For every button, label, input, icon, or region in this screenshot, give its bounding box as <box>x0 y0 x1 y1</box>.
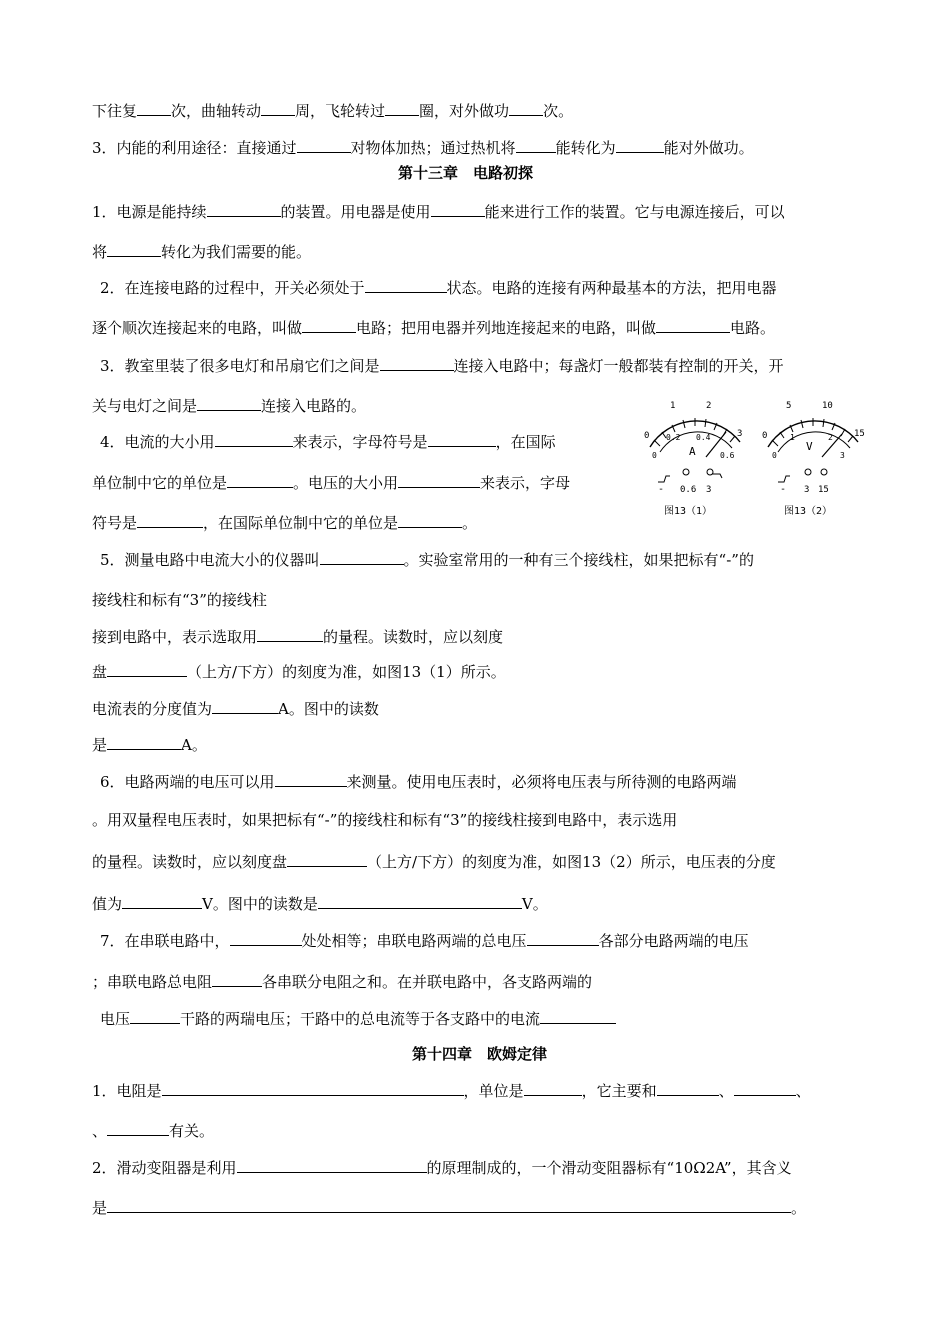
text: 关与电灯之间是 <box>92 397 198 415</box>
text: 能来进行工作的装置。它与电源连接后，可以 <box>484 203 785 221</box>
text: ；串联电路总电阻 <box>92 973 213 991</box>
ammeter-terminal: 3 <box>706 485 712 495</box>
text: 2．在连接电路的过程中，开关必须处于 <box>100 279 365 297</box>
text: 单位制中它的单位是 <box>92 474 228 492</box>
text: ，它主要和 <box>581 1082 657 1100</box>
text: 电路。 <box>730 319 776 337</box>
line-14 <box>92 626 503 647</box>
text: A。图中的读数 <box>278 700 379 718</box>
text: 、 <box>718 1082 734 1100</box>
text: 各部分电路两端的电压 <box>598 932 749 950</box>
voltmeter-terminal: - <box>780 484 787 495</box>
text: （上方/下方）的刻度为准，如图13（2）所示，电压表的分度 <box>367 853 776 871</box>
text: 的量程。读数时，应以刻度 <box>323 628 504 646</box>
blank[interactable] <box>107 734 181 750</box>
line-23 <box>92 971 592 992</box>
line-6 <box>92 317 775 338</box>
line-1 <box>92 100 573 121</box>
text: 的量程。读数时，应以刻度盘 <box>92 853 288 871</box>
text: 干路的两瑞电压；干路中的总电流等于各支路中的电流 <box>180 1010 541 1028</box>
ammeter-caption: 图13（1） <box>664 506 713 517</box>
line-26 <box>92 1120 214 1141</box>
ammeter-upper-tick: 3 <box>737 429 743 439</box>
blank[interactable] <box>380 355 454 371</box>
text: 符号是 <box>92 514 138 532</box>
ammeter-upper-tick: 0 <box>644 431 650 441</box>
text: 连接入电路中；每盏灯一般都装有控制的开关，开 <box>453 357 784 375</box>
line-2 <box>92 137 754 158</box>
blank[interactable] <box>385 100 419 116</box>
text: 、 <box>795 1082 811 1100</box>
text: 状态。电路的连接有两种最基本的方法，把用电器 <box>446 279 777 297</box>
line-11 <box>92 512 477 533</box>
blank[interactable] <box>428 431 496 447</box>
blank[interactable] <box>734 1080 796 1096</box>
text: 连接入电路的。 <box>261 397 367 415</box>
chapter-13-title: 第十三章 电路初探 <box>398 164 534 182</box>
text: 周，飞轮转过 <box>295 102 386 120</box>
text: 能转化为 <box>555 139 616 157</box>
text: 来表示，字母 <box>480 474 571 492</box>
text: 5．测量电路中电流大小的仪器叫 <box>100 551 320 569</box>
blank[interactable] <box>230 930 302 946</box>
voltmeter-lower-tick: 2 <box>828 433 833 442</box>
chapter-14-title: 第十四章 欧姆定律 <box>412 1045 548 1063</box>
text: 4．电流的大小用 <box>100 433 215 451</box>
text: 将 <box>92 243 108 261</box>
blank[interactable] <box>107 241 161 257</box>
blank[interactable] <box>215 431 293 447</box>
blank[interactable] <box>318 893 522 909</box>
text: 电流表的分度值为 <box>92 700 213 718</box>
text: 转化为我们需要的能。 <box>161 243 312 261</box>
voltmeter-upper-tick: 15 <box>854 429 865 439</box>
line-5 <box>100 277 777 298</box>
text: ，单位是 <box>463 1082 524 1100</box>
text: 能对外做功。 <box>663 139 754 157</box>
voltmeter-lower-tick: 1 <box>790 433 795 442</box>
ammeter-dial <box>644 401 742 517</box>
line-28 <box>92 1197 806 1218</box>
text: 次。 <box>543 102 574 120</box>
line-21 <box>92 893 548 914</box>
blank[interactable] <box>197 395 261 411</box>
blank[interactable] <box>130 1008 180 1024</box>
blank[interactable] <box>524 1080 582 1096</box>
text: A。 <box>181 736 207 754</box>
blank[interactable] <box>540 1008 616 1024</box>
meters-figure <box>640 392 880 522</box>
text: 的原理制成的，一个滑动变阻器标有“10Ω2A”，其含义 <box>426 1159 792 1177</box>
blank[interactable] <box>287 851 367 867</box>
blank[interactable] <box>212 971 262 987</box>
voltmeter-terminal: 3 <box>804 485 810 495</box>
blank[interactable] <box>431 201 485 217</box>
text: 的装置。用电器是使用 <box>280 203 431 221</box>
voltmeter-lower-tick: 3 <box>840 451 845 460</box>
line-9 <box>100 431 556 452</box>
text: ，在国际单位制中它的单位是 <box>203 514 399 532</box>
text: 1．电阻是 <box>92 1082 162 1100</box>
blank[interactable] <box>137 100 171 116</box>
line-27 <box>92 1157 792 1178</box>
line-7 <box>100 355 784 376</box>
text: 下往复 <box>92 102 138 120</box>
blank[interactable] <box>656 317 730 333</box>
blank[interactable] <box>320 549 404 565</box>
blank[interactable] <box>297 137 351 153</box>
text: 3．内能的利用途径：直接通过 <box>92 139 297 157</box>
blank[interactable] <box>398 512 462 528</box>
voltmeter-caption: 图13（2） <box>784 506 833 517</box>
text: 逐个顺次连接起来的电路，叫做 <box>92 319 303 337</box>
line-25 <box>92 1080 811 1101</box>
ammeter-upper-tick: 2 <box>706 401 712 411</box>
blank[interactable] <box>261 100 295 116</box>
blank[interactable] <box>616 137 664 153</box>
voltmeter-lower-tick: 0 <box>772 451 777 460</box>
blank[interactable] <box>302 317 356 333</box>
text: 3．教室里装了很多电灯和吊扇它们之间是 <box>100 357 380 375</box>
blank[interactable] <box>516 137 556 153</box>
text: ，在国际 <box>495 433 556 451</box>
ammeter-upper-tick: 1 <box>670 401 676 411</box>
line-3 <box>92 201 785 222</box>
text: 对物体加热；通过热机将 <box>350 139 516 157</box>
voltmeter-upper-tick: 0 <box>762 431 768 441</box>
ammeter-terminal: 0.6 <box>680 485 697 495</box>
voltmeter-upper-tick: 5 <box>786 401 792 411</box>
voltmeter-unit: V <box>806 440 813 453</box>
text: V。 <box>521 895 548 913</box>
blank[interactable] <box>398 472 480 488</box>
ammeter-lower-tick: 0 <box>652 451 657 460</box>
text: 电路；把用电器并列地连接起来的电路，叫做 <box>356 319 657 337</box>
blank[interactable] <box>509 100 543 116</box>
blank[interactable] <box>137 512 203 528</box>
text: 接线柱和标有“3”的接线柱 <box>92 591 267 609</box>
text: V。图中的读数是 <box>202 895 318 913</box>
blank[interactable] <box>107 1120 169 1136</box>
line-10 <box>92 472 570 493</box>
text: 。 <box>791 1199 807 1217</box>
text: 7．在串联电路中， <box>100 932 230 950</box>
ammeter-unit: A <box>689 445 696 458</box>
text: 来测量。使用电压表时，必须将电压表与所待测的电路两端 <box>346 773 737 791</box>
blank[interactable] <box>275 771 347 787</box>
text: 有关。 <box>169 1122 215 1140</box>
blank[interactable] <box>107 1197 791 1213</box>
text: （上方/下方）的刻度为准，如图13（1）所示。 <box>187 663 506 681</box>
ammeter-terminal: - <box>658 484 665 495</box>
voltmeter-dial <box>762 401 865 517</box>
blank[interactable] <box>212 698 278 714</box>
line-18 <box>100 771 737 792</box>
blank[interactable] <box>107 661 187 677</box>
text: 是 <box>92 736 108 754</box>
text: 、 <box>92 1122 108 1140</box>
line-12 <box>100 549 754 570</box>
text: 6．电路两端的电压可以用 <box>100 773 275 791</box>
text: 。 <box>462 514 478 532</box>
blank[interactable] <box>122 893 202 909</box>
line-16 <box>92 698 379 719</box>
blank[interactable] <box>162 1080 464 1096</box>
blank[interactable] <box>657 1080 719 1096</box>
voltmeter-upper-tick: 10 <box>822 401 833 411</box>
text: 是 <box>92 1199 108 1217</box>
text: 次，曲轴转动 <box>171 102 262 120</box>
line-24 <box>100 1008 616 1029</box>
text: 1．电源是能持续 <box>92 203 207 221</box>
blank[interactable] <box>527 930 599 946</box>
line-20 <box>92 851 776 872</box>
text: 接到电路中，表示选取用 <box>92 628 258 646</box>
line-22 <box>100 930 749 951</box>
line-4 <box>92 241 311 262</box>
line-17 <box>92 734 207 755</box>
text: 。用双量程电压表时，如果把标有“-”的接线柱和标有“3”的接线柱接到电路中，表示选用 <box>92 811 678 829</box>
text: 盘 <box>92 663 108 681</box>
line-15 <box>92 661 506 682</box>
text: 各串联分电阻之和。在并联电路中，各支路两端的 <box>262 973 593 991</box>
blank[interactable] <box>365 277 447 293</box>
line-13 <box>92 590 267 610</box>
text: 处处相等；串联电路两端的总电压 <box>301 932 527 950</box>
text: 2．滑动变阻器是利用 <box>92 1159 237 1177</box>
ammeter-lower-tick: 0.6 <box>720 451 735 460</box>
line-8 <box>92 395 366 416</box>
text: 。实验室常用的一种有三个接线柱，如果把标有“-”的 <box>403 551 754 569</box>
blank[interactable] <box>227 472 293 488</box>
blank[interactable] <box>257 626 323 642</box>
text: 值为 <box>92 895 123 913</box>
line-19 <box>92 810 677 830</box>
text: 来表示，字母符号是 <box>292 433 428 451</box>
blank[interactable] <box>207 201 281 217</box>
text: 电压 <box>100 1010 131 1028</box>
blank[interactable] <box>237 1157 427 1173</box>
ammeter-lower-tick: 0.2 <box>666 433 681 442</box>
text: 。电压的大小用 <box>293 474 399 492</box>
ammeter-lower-tick: 0.4 <box>696 433 711 442</box>
text: 圈，对外做功 <box>419 102 510 120</box>
voltmeter-terminal: 15 <box>818 485 829 495</box>
